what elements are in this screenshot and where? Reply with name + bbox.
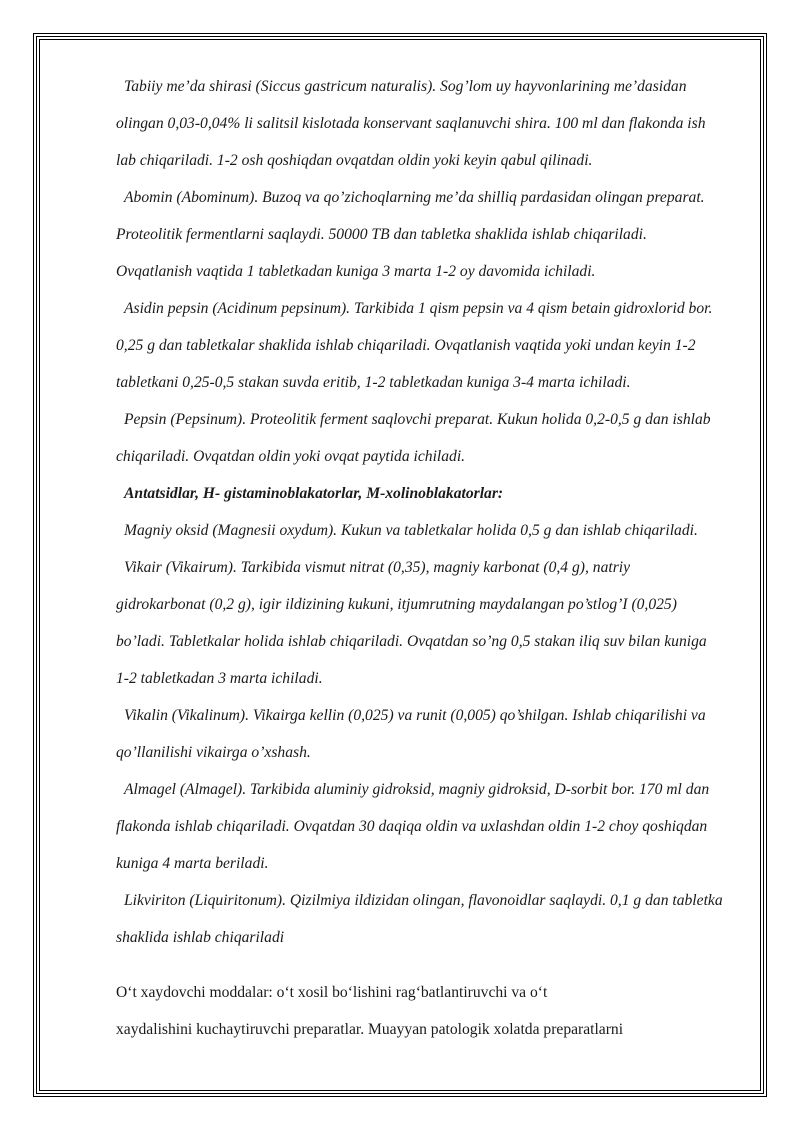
bile-drugs-line-1: O‘t xaydovchi moddalar: o‘t xosil bo‘lishini rag‘batlantiruvchi va o‘t [116,984,548,1001]
document-body [116,72,744,1052]
text-line: flakonda ishlab chiqariladi. Ovqatdan 30 daqiqa oldin va uxlashdan oldin 1-2 choy qoshiqdan [116,818,708,835]
paragraph-gap [116,960,744,978]
text-line: qo’llanilishi vikairga o’xshash. [116,744,311,761]
text-line: Almagel (Almagel). Tarkibida aluminiy gidroksid, magniy gidroksid, D-sorbit bor. 170 ml dan [124,781,710,798]
text-line: Vikalin (Vikalinum). Vikairga kellin (0,025) va runit (0,005) qo’shilgan. Ishlab chiqarilishi va [124,707,706,724]
text-line: Abomin (Abominum). Buzoq va qo’zichoqlarning me’da shilliq pardasidan olingan preparat. [124,189,705,206]
drug-descriptions [116,72,744,960]
text-line: Tabiiy me’da shirasi (Siccus gastricum naturalis). Sog’lom uy hayvonlarining me’dasidan [124,78,687,95]
text-line: gidrokarbonat (0,2 g), igir ildizining kukuni, itjumrutning maydalangan po’stlog’I (0,025) [116,596,677,613]
text-line: Ovqatlanish vaqtida 1 tabletkadan kuniga 3 marta 1-2 oy davomida ichiladi. [116,263,596,280]
text-line: Magniy oksid (Magnesii oxydum). Kukun va tabletkalar holida 0,5 g dan ishlab chiqariladi. [124,522,698,539]
text-line: kuniga 4 marta beriladi. [116,855,269,872]
text-line: 0,25 g dan tabletkalar shaklida ishlab chiqariladi. Ovqatlanish vaqtida yoki undan keyin 1-2 [116,337,696,354]
text-line: Proteolitik fermentlarni saqlaydi. 50000 TB dan tabletka shaklida ishlab chiqariladi. [116,226,647,243]
text-line: olingan 0,03-0,04% li salitsil kislotada konservant saqlanuvchi shira. 100 ml dan flakonda ish [116,115,706,132]
text-line: lab chiqariladi. 1-2 osh qoshiqdan ovqatdan oldin yoki keyin qabul qilinadi. [116,152,593,169]
section-heading: Antatsidlar, H- gistaminoblakatorlar, M-xolinoblakatorlar: [124,485,504,502]
text-line: chiqariladi. Ovqatdan oldin yoki ovqat paytida ichiladi. [116,448,466,465]
text-line: Likviriton (Liquiritonum). Qizilmiya ildizidan olingan, flavonoidlar saqlaydi. 0,1 g dan tabletka [124,892,723,909]
text-line: bo’ladi. Tabletkalar holida ishlab chiqariladi. Ovqatdan so’ng 0,5 stakan iliq suv bilan kuniga [116,633,707,650]
text-line: Pepsin (Pepsinum). Proteolitik ferment saqlovchi preparat. Kukun holida 0,2-0,5 g dan ishlab [124,411,711,428]
text-line: 1-2 tabletkadan 3 marta ichiladi. [116,670,323,687]
text-line: Vikair (Vikairum). Tarkibida vismut nitrat (0,35), magniy karbonat (0,4 g), natriy [124,559,631,576]
bile-drugs-line-2: xaydalishini kuchaytiruvchi preparatlar. Muayyan patologik xolatda preparatlarni [116,1021,624,1038]
text-line: tabletkani 0,25-0,5 stakan suvda eritib, 1-2 tabletkadan kuniga 3-4 marta ichiladi. [116,374,631,391]
text-line: Asidin pepsin (Acidinum pepsinum). Tarkibida 1 qism pepsin va 4 qism betain gidroxlorid bor. [124,300,713,317]
text-line: shaklida ishlab chiqariladi [116,929,285,946]
